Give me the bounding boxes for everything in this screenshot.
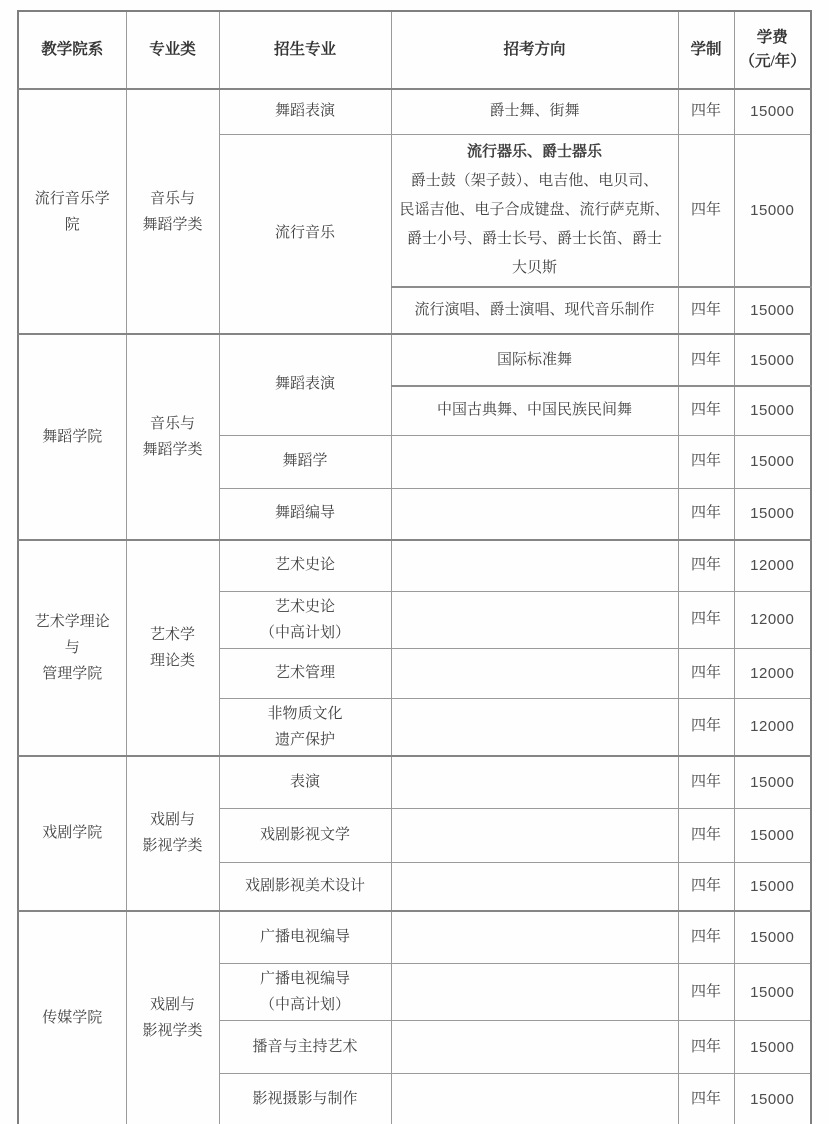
- duration-cell: 四年: [678, 756, 734, 809]
- major-cell: 播音与主持艺术: [219, 1021, 391, 1074]
- category-line: 理论类: [149, 652, 195, 669]
- table-row: [18, 911, 811, 964]
- direction-cell: [391, 648, 678, 698]
- direction-title: 流行器乐、爵士器乐: [466, 143, 602, 160]
- duration-cell: 四年: [678, 1074, 734, 1124]
- major-cell: 戏剧影视文学: [219, 809, 391, 863]
- category-line: 音乐与: [149, 190, 195, 207]
- header-category: 专业类: [126, 11, 219, 89]
- college-line: 艺术学理论: [34, 613, 110, 630]
- header-fee-line1: 学费: [756, 29, 788, 46]
- direction-cell: [391, 863, 678, 911]
- direction-cell: 中国古典舞、中国民族民间舞: [391, 386, 678, 435]
- college-cell: [18, 89, 126, 334]
- major-line: 遗产保护: [274, 731, 335, 748]
- direction-line: 大贝斯: [511, 259, 557, 276]
- duration-cell: 四年: [678, 1021, 734, 1074]
- direction-cell: 流行演唱、爵士演唱、现代音乐制作: [391, 287, 678, 334]
- direction-cell: [391, 1074, 678, 1124]
- fee-cell: 15000: [734, 287, 811, 334]
- college-cell: [18, 911, 126, 1124]
- fee-cell: 12000: [734, 591, 811, 648]
- major-line: （中高计划）: [259, 997, 350, 1013]
- major-line: （中高计划）: [259, 624, 350, 641]
- direction-cell: [391, 756, 678, 809]
- major-cell: 影视摄影与制作: [219, 1074, 391, 1124]
- fee-cell: 15000: [734, 756, 811, 809]
- duration-cell: 四年: [678, 134, 734, 287]
- category-line: 音乐与: [149, 416, 195, 432]
- direction-cell: 爵士舞、街舞: [391, 89, 678, 134]
- college-line: 舞蹈学院: [42, 429, 103, 445]
- major-cell: [219, 964, 391, 1021]
- college-line: 管理学院: [42, 665, 103, 682]
- fee-cell: 15000: [734, 334, 811, 386]
- header-college: 教学院系: [18, 11, 126, 89]
- college-cell: [18, 756, 126, 911]
- direction-line: 爵士鼓（架子鼓）、电吉他、电贝司、: [410, 172, 659, 189]
- fee-cell: 12000: [734, 698, 811, 756]
- direction-cell: [391, 540, 678, 591]
- direction-cell: [391, 809, 678, 863]
- direction-line: 爵士小号、爵士长号、爵士长笛、爵士: [406, 230, 662, 247]
- direction-line: 民谣吉他、电子合成键盘、流行萨克斯、: [399, 201, 670, 218]
- major-line: 艺术史论: [274, 598, 335, 615]
- direction-cell: [391, 488, 678, 540]
- category-line: 戏剧与: [149, 997, 195, 1013]
- category-line: 戏剧与: [149, 812, 195, 828]
- table-row: [18, 540, 811, 591]
- direction-cell: [391, 964, 678, 1021]
- college-line: 流行音乐学: [34, 190, 110, 207]
- category-cell: [126, 911, 219, 1124]
- fee-cell: 15000: [734, 134, 811, 287]
- fee-cell: 15000: [734, 435, 811, 488]
- header-fee: [734, 11, 811, 89]
- fee-cell: 15000: [734, 1021, 811, 1074]
- duration-cell: 四年: [678, 648, 734, 698]
- table-row: [18, 334, 811, 386]
- fee-cell: 15000: [734, 89, 811, 134]
- fee-cell: 12000: [734, 540, 811, 591]
- duration-cell: 四年: [678, 591, 734, 648]
- fee-cell: 12000: [734, 648, 811, 698]
- duration-cell: 四年: [678, 698, 734, 756]
- fee-cell: 15000: [734, 911, 811, 964]
- category-line: 舞蹈学类: [142, 216, 203, 233]
- category-line: 影视学类: [142, 1023, 203, 1039]
- category-cell: [126, 756, 219, 911]
- duration-cell: 四年: [678, 911, 734, 964]
- direction-cell: [391, 435, 678, 488]
- fee-cell: 15000: [734, 964, 811, 1021]
- duration-cell: 四年: [678, 435, 734, 488]
- header-duration: 学制: [678, 11, 734, 89]
- duration-cell: 四年: [678, 964, 734, 1021]
- duration-cell: 四年: [678, 809, 734, 863]
- major-cell: 舞蹈学: [219, 435, 391, 488]
- fee-cell: 15000: [734, 386, 811, 435]
- duration-cell: 四年: [678, 386, 734, 435]
- major-cell: [219, 591, 391, 648]
- header-major: 招生专业: [219, 11, 391, 89]
- major-line: 广播电视编导: [259, 971, 350, 987]
- table-header-row: [18, 11, 811, 89]
- direction-cell: 国际标准舞: [391, 334, 678, 386]
- major-cell: 舞蹈表演: [219, 334, 391, 435]
- category-cell: [126, 89, 219, 334]
- duration-cell: 四年: [678, 287, 734, 334]
- category-line: 影视学类: [142, 838, 203, 854]
- enrollment-majors-table: [17, 10, 812, 1124]
- direction-cell: [391, 134, 678, 287]
- direction-cell: [391, 911, 678, 964]
- direction-cell: [391, 1021, 678, 1074]
- major-cell: 戏剧影视美术设计: [219, 863, 391, 911]
- header-direction: 招考方向: [391, 11, 678, 89]
- major-cell: 舞蹈编导: [219, 488, 391, 540]
- major-cell: [219, 698, 391, 756]
- college-cell: [18, 334, 126, 540]
- college-line: 院: [64, 216, 80, 233]
- fee-cell: 15000: [734, 863, 811, 911]
- table-row: [18, 89, 811, 134]
- major-cell: 艺术史论: [219, 540, 391, 591]
- major-cell: 流行音乐: [219, 134, 391, 334]
- major-cell: 舞蹈表演: [219, 89, 391, 134]
- college-line: 戏剧学院: [42, 825, 103, 841]
- major-line: 非物质文化: [267, 705, 343, 722]
- direction-cell: [391, 698, 678, 756]
- direction-cell: [391, 591, 678, 648]
- category-cell: [126, 334, 219, 540]
- category-cell: [126, 540, 219, 756]
- duration-cell: 四年: [678, 89, 734, 134]
- fee-cell: 15000: [734, 1074, 811, 1124]
- college-cell: [18, 540, 126, 756]
- table-row: [18, 756, 811, 809]
- major-cell: 表演: [219, 756, 391, 809]
- major-cell: 广播电视编导: [219, 911, 391, 964]
- header-fee-line2: （元/年）: [739, 53, 806, 70]
- duration-cell: 四年: [678, 334, 734, 386]
- major-cell: 艺术管理: [219, 648, 391, 698]
- college-line: 与: [64, 639, 80, 656]
- college-line: 传媒学院: [42, 1010, 103, 1026]
- duration-cell: 四年: [678, 540, 734, 591]
- category-line: 舞蹈学类: [142, 442, 203, 458]
- fee-cell: 15000: [734, 488, 811, 540]
- fee-cell: 15000: [734, 809, 811, 863]
- duration-cell: 四年: [678, 863, 734, 911]
- duration-cell: 四年: [678, 488, 734, 540]
- category-line: 艺术学: [149, 626, 195, 643]
